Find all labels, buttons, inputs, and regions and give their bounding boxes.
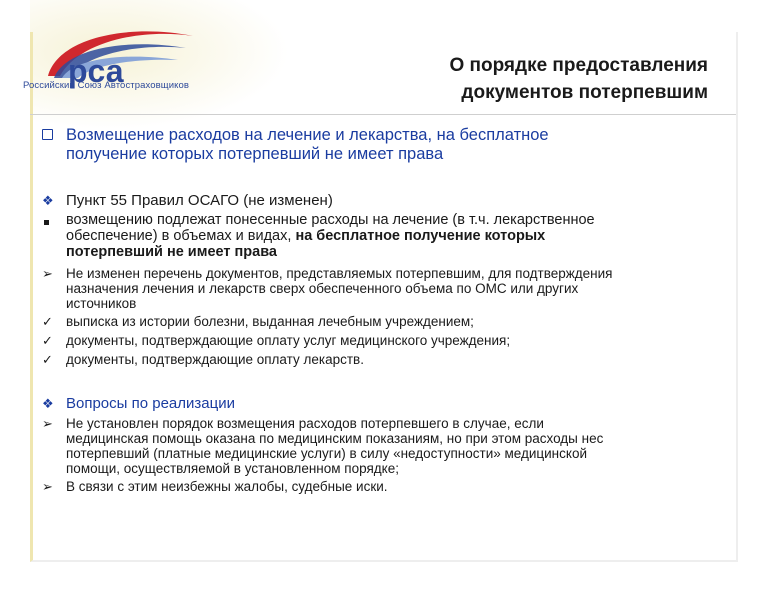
- header-divider: [30, 114, 736, 115]
- s2-arrow1-line-4: помощи, осуществляемой в установленном порядке;: [66, 461, 399, 476]
- section-2-title: Вопросы по реализации: [66, 395, 235, 412]
- arrow-bullet-icon: ➢: [42, 479, 53, 494]
- section-1: [42, 193, 732, 368]
- check-bullet-icon: ✓: [42, 333, 53, 348]
- heading-line-1: Возмещение расходов на лечение и лекарства, на бесплатное: [66, 126, 549, 144]
- arrow-bullet-icon: ➢: [42, 266, 53, 281]
- para-line-2-bold: на бесплатное получение которых: [295, 228, 546, 244]
- section-1-title: Пункт 55 Правил ОСАГО (не изменен): [66, 192, 333, 209]
- arrow-line-2: назначения лечения и лекарств сверх обеспеченного объема по ОМС или других: [66, 281, 579, 296]
- check-bullet-icon: ✓: [42, 352, 53, 367]
- logo-abbrev: рса: [68, 53, 124, 89]
- arrow-bullet-icon: ➢: [42, 416, 53, 431]
- check-bullet-icon: ✓: [42, 314, 53, 329]
- check-item-2: документы, подтверждающие оплату услуг медицинского учреждения;: [66, 333, 511, 348]
- s2-arrow1-line-2: медицинская помощь оказана по медицинским показаниям, но при этом расходы нес: [66, 431, 604, 446]
- check-item-1: выписка из истории болезни, выданная лечебным учреждением;: [66, 314, 474, 329]
- square-bullet-icon: [42, 126, 66, 143]
- main-heading: [42, 126, 732, 164]
- page-title: [328, 52, 708, 106]
- arrow-line-1: Не изменен перечень документов, представляемых потерпевшим, для подтверждения: [66, 266, 613, 281]
- check-item-3: документы, подтверждающие оплату лекарств.: [66, 352, 364, 367]
- para-line-1: возмещению подлежат понесенные расходы на лечение (в т.ч. лекарственное: [66, 212, 595, 228]
- small-square-bullet-icon: [42, 212, 66, 228]
- heading-line-2: получение которых потерпевший не имеет права: [66, 145, 444, 163]
- para-line-3: потерпевший не имеет права: [66, 244, 277, 260]
- arrow-line-3: источников: [66, 296, 137, 311]
- para-line-2-normal: обеспечение) в объемах и видах,: [66, 228, 296, 244]
- s2-arrow2: В связи с этим неизбежны жалобы, судебные иски.: [66, 479, 388, 494]
- diamond-bullet-icon: ❖: [42, 396, 54, 411]
- title-line-1: О порядке предоставления: [449, 55, 708, 76]
- s2-arrow1-line-1: Не установлен порядок возмещения расходов потерпевшего в случае, если: [66, 416, 544, 431]
- section-2: [42, 396, 732, 495]
- logo-tagline: Российский Союз Автостраховщиков: [23, 80, 189, 91]
- title-line-2: документов потерпевшим: [461, 82, 708, 103]
- rsa-logo: [18, 18, 218, 118]
- s2-arrow1-line-3: потерпевший (платные медицинские услуги) в силу «недоступности» медицинской: [66, 446, 587, 461]
- diamond-bullet-icon: ❖: [42, 193, 54, 208]
